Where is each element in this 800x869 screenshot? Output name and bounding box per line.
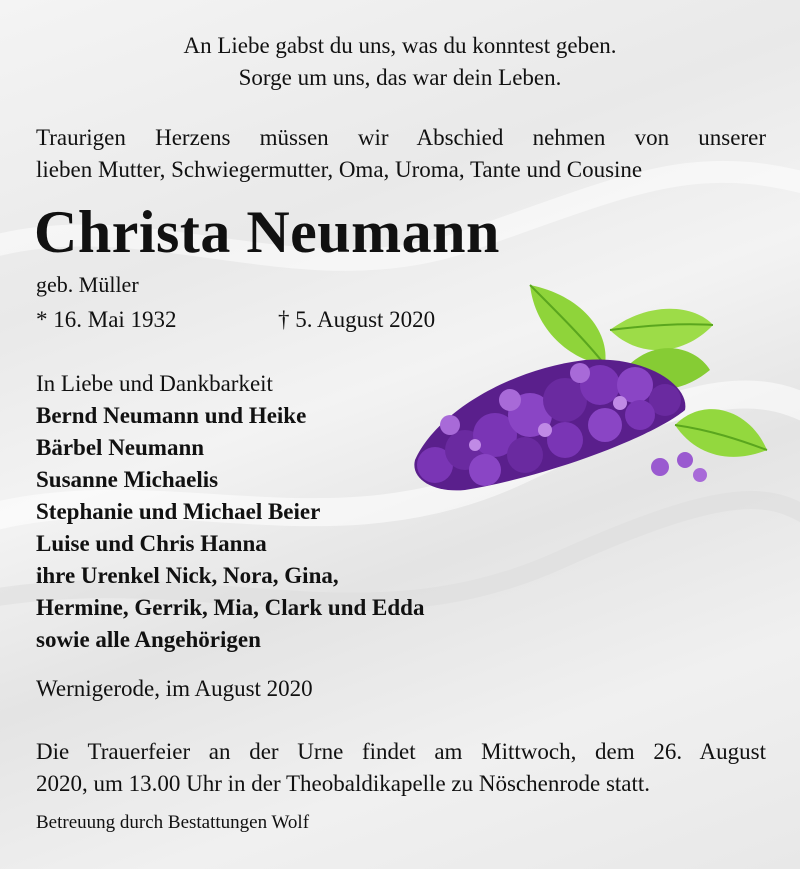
place-date: Wernigerode, im August 2020 (36, 676, 313, 701)
undertaker-credit: Betreuung durch Bestattungen Wolf (36, 812, 310, 833)
poem-line: Sorge um uns, das war dein Leben. (238, 65, 562, 90)
family-member: Bernd Neumann und Heike (36, 403, 307, 428)
family-member: Susanne Michaelis (36, 467, 219, 492)
family-member: Hermine, Gerrik, Mia, Clark und Edda (36, 595, 425, 620)
maiden-name: geb. Müller (36, 272, 139, 297)
family-list (36, 400, 424, 656)
death-date: † 5. August 2020 (278, 307, 436, 332)
deceased-name: Christa Neumann (34, 199, 500, 265)
intro-text (36, 122, 766, 186)
family-member: Stephanie und Michael Beier (36, 499, 321, 524)
ceremony-line: Die Trauerfeier an der Urne findet am Mittwoch, dem 26. August (36, 739, 766, 764)
thanks-line: In Liebe und Dankbarkeit (36, 371, 273, 396)
lilac-flower-image (395, 275, 785, 505)
intro-line: lieben Mutter, Schwiegermutter, Oma, Uroma, Tante und Cousine (36, 157, 643, 182)
poem-line: An Liebe gabst du uns, was du konntest geben. (183, 33, 617, 58)
ceremony-info (36, 736, 766, 800)
family-member: Luise und Chris Hanna (36, 531, 267, 556)
intro-line: Traurigen Herzens müssen wir Abschied nehmen von unserer (36, 125, 766, 150)
ceremony-line: 2020, um 13.00 Uhr in der Theobaldikapelle zu Nöschenrode statt. (36, 771, 651, 796)
family-member: Bärbel Neumann (36, 435, 205, 460)
lilac-blossom-icon (414, 359, 707, 490)
birth-date: * 16. Mai 1932 (36, 307, 177, 332)
family-member: ihre Urenkel Nick, Nora, Gina, (36, 563, 339, 588)
family-member: sowie alle Angehörigen (36, 627, 261, 652)
life-dates (36, 307, 436, 333)
poem (0, 30, 800, 94)
